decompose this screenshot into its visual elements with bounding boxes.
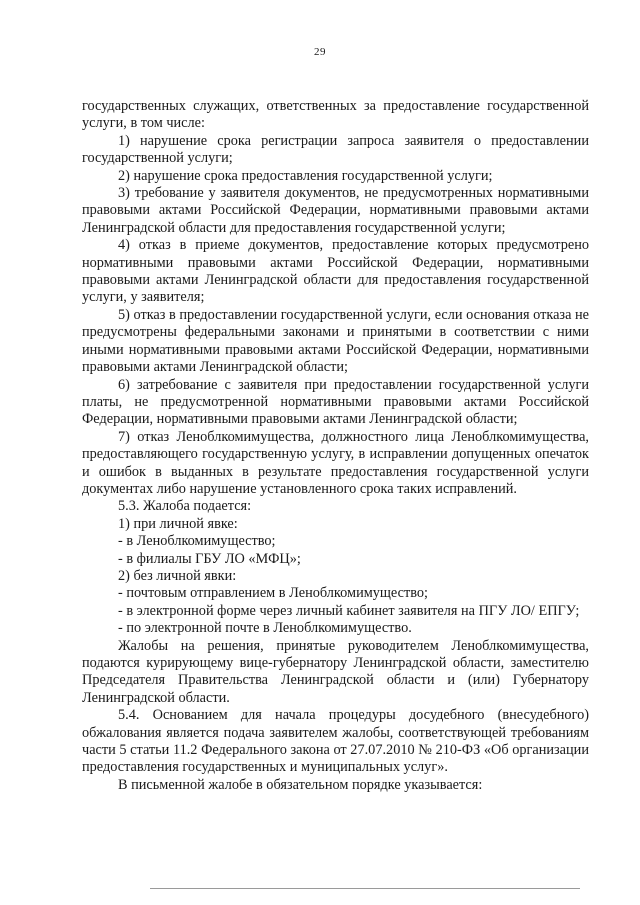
paragraph-10: 1) при личной явке:	[118, 515, 238, 532]
paragraph-12: - в филиалы ГБУ ЛО «МФЦ»;	[118, 550, 301, 567]
paragraph-4: 3) требование у заявителя документов, не предусмотренных нормативными правовыми актами Российской Федерации, нормативными правовыми актами Ленинградской области для предоставления государственной услуги;	[82, 185, 589, 236]
paragraph-2: 1) нарушение срока регистрации запроса заявителя о предоставлении государственной услуги;	[82, 132, 589, 167]
paragraph-8: 7) отказ Леноблкомимущества, должностного лица Леноблкомимущества, предоставляющего государственную услугу, в исправлении допущенных опечаток и ошибок в выданных в результате предоставления государственной услуги документах либо нарушение установленного срока таких исправлений.	[82, 428, 589, 497]
paragraph-15: - в электронной форме через личный кабинет заявителя на ПГУ ЛО/ ЕПГУ;	[118, 602, 580, 619]
paragraph-1: государственных служащих, ответственных за предоставление государственной услуги, в том числе:	[82, 98, 589, 132]
paragraph-6: 5) отказ в предоставлении государственной услуги, если основания отказа не предусмотрены федеральными законами и принятыми в соответствии с ними иными нормативными правовыми актами Российской Федерации, нормативными правовыми актами Ленинградской области;	[82, 306, 589, 376]
paragraph-11: - в Леноблкомимущество;	[118, 533, 276, 550]
paragraph-9: 5.3. Жалоба подается:	[118, 498, 252, 515]
paragraph-16: - по электронной почте в Леноблкомимущество.	[118, 620, 412, 637]
paragraph-5: 4) отказ в приеме документов, предоставление которых предусмотрено нормативными правовыми актами Российской Федерации, нормативными правовыми актами Ленинградской области для предоставления государственной услуги, у заявителя;	[82, 237, 589, 306]
paragraph-3: 2) нарушение срока предоставления государственной услуги;	[118, 167, 493, 184]
paragraph-19: В письменной жалобе в обязательном порядке указывается:	[118, 776, 483, 793]
paragraph-17: Жалобы на решения, принятые руководителем Леноблкомимущества, подаются курирующему вице-губернатору Ленинградской области, заместителю Председателя Правительства Ленинградской области и (или) Губернатору Ленинградской области.	[82, 637, 589, 706]
document-body	[82, 98, 589, 794]
paragraph-13: 2) без личной явки:	[118, 567, 237, 584]
paragraph-18: 5.4. Основанием для начала процедуры досудебного (внесудебного) обжалования является подача заявителем жалобы, соответствующей требованиям части 5 статьи 11.2 Федерального закона от 27.07.2010 № 210-ФЗ «Об организации предоставления государственных и муниципальных услуг».	[82, 707, 589, 776]
paragraph-7: 6) затребование с заявителя при предоставлении государственной услуги платы, не предусмотренной нормативными правовыми актами Российской Федерации, нормативными правовыми актами Ленинградской области;	[82, 376, 589, 428]
page-bottom-rule	[150, 888, 580, 889]
paragraph-14: - почтовым отправлением в Леноблкомимущество;	[118, 585, 428, 602]
page-number: 29	[314, 46, 326, 58]
